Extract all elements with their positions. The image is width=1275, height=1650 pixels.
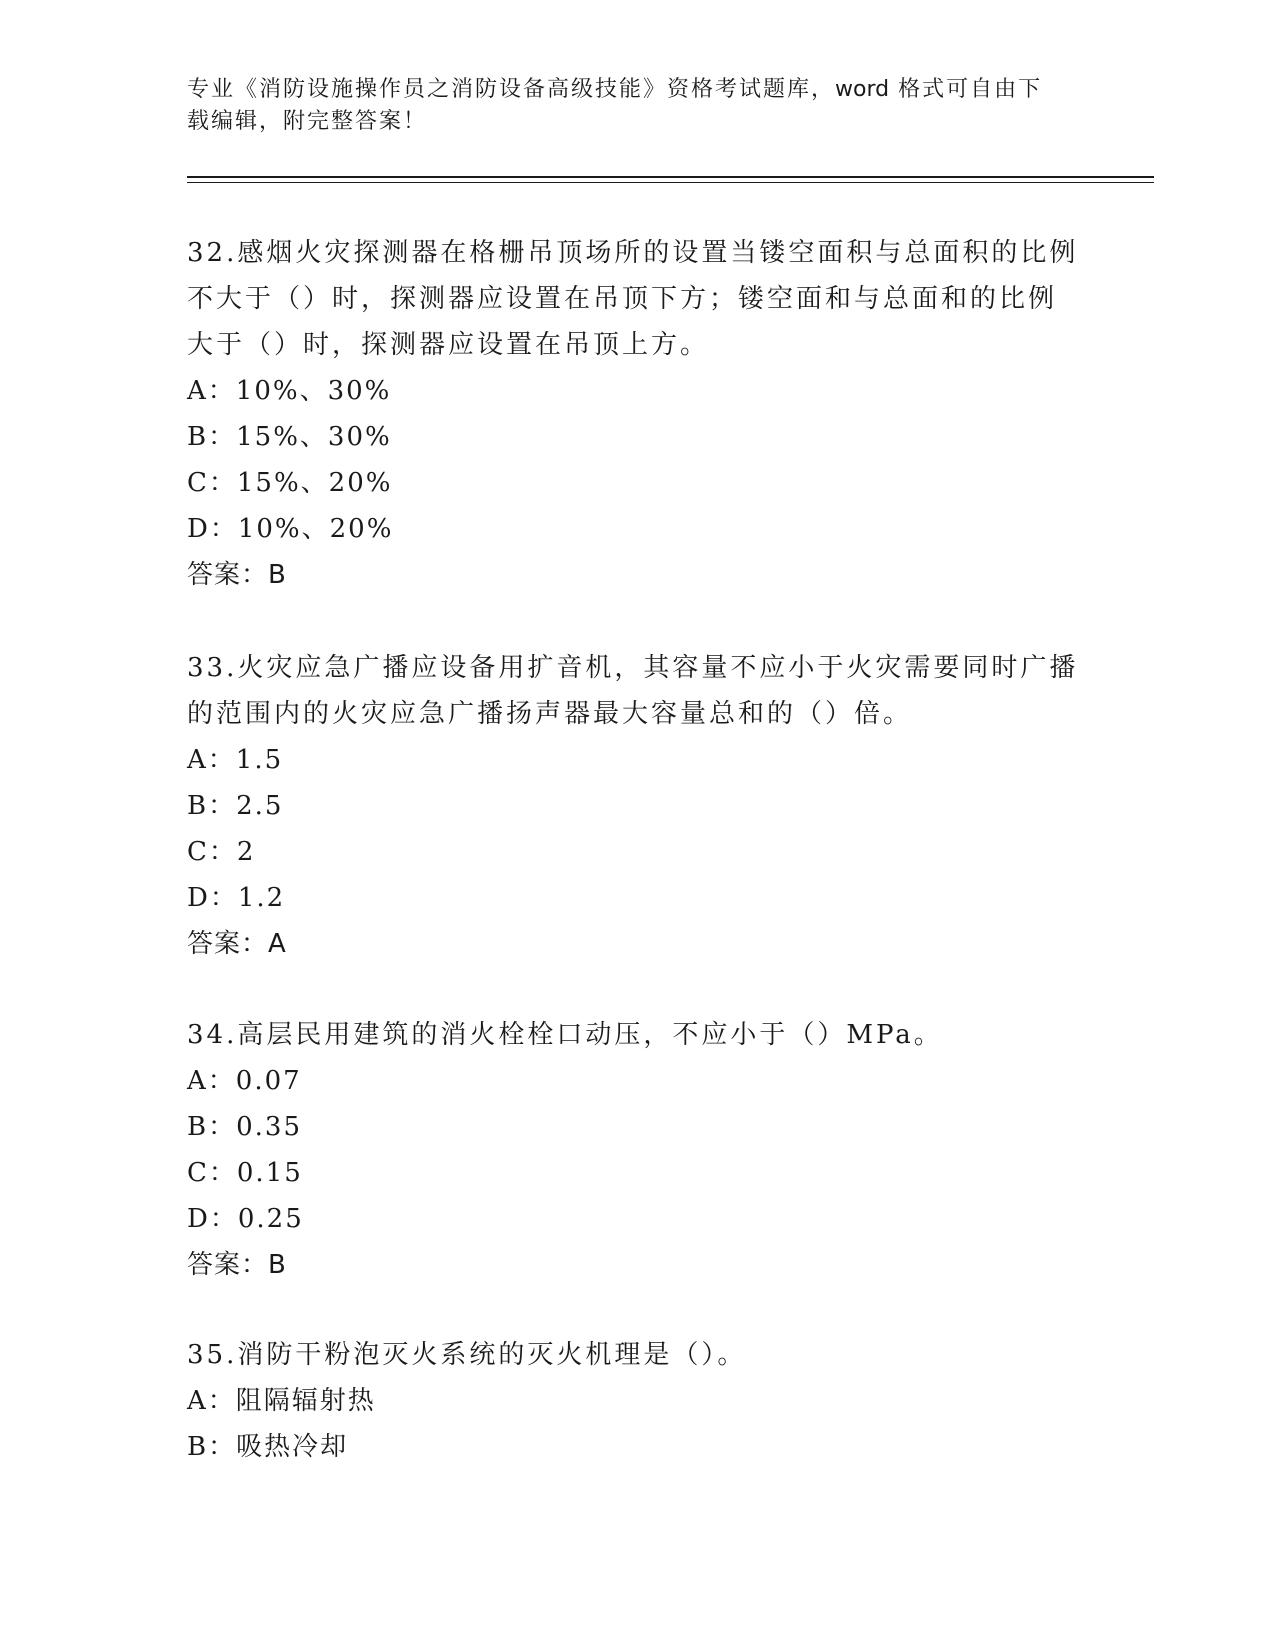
option-d: D：0.25 bbox=[187, 1204, 304, 1234]
header-word: word bbox=[835, 77, 890, 102]
option-c: C：2 bbox=[187, 837, 256, 867]
header-text-1a: 专业《消防设施操作员之消防设备高级技能》资格考试题库， bbox=[187, 77, 836, 102]
question-text-line: 35.消防干粉泡灭火系统的灭火机理是（）。 bbox=[187, 1340, 747, 1370]
option-a: A：0.07 bbox=[187, 1066, 302, 1096]
option-b: B：吸热冷却 bbox=[187, 1432, 349, 1462]
answer: 答案：B bbox=[187, 1250, 287, 1280]
option-c: C：0.15 bbox=[187, 1158, 303, 1188]
answer: 答案：B bbox=[187, 560, 287, 590]
option-a: A：1.5 bbox=[187, 745, 284, 775]
option-c: C：15%、20% bbox=[187, 468, 393, 498]
option-d: D：1.2 bbox=[187, 883, 286, 913]
header-text-1b: 格式可自由下 bbox=[889, 77, 1043, 102]
question-text-line: 32.感烟火灾探测器在格栅吊顶场所的设置当镂空面积与总面积的比例 bbox=[187, 238, 1079, 268]
document-header bbox=[187, 74, 1087, 138]
header-line-2: 载编辑，附完整答案！ bbox=[187, 109, 428, 134]
question-text-line: 不大于（）时，探测器应设置在吊顶下方；镂空面和与总面和的比例 bbox=[187, 284, 1058, 314]
question-text-line: 大于（）时，探测器应设置在吊顶上方。 bbox=[187, 330, 710, 360]
option-a: A：阻隔辐射热 bbox=[187, 1386, 376, 1416]
question-35 bbox=[187, 1332, 1087, 1470]
header-divider-thin bbox=[187, 182, 1154, 183]
answer: 答案：A bbox=[187, 929, 287, 959]
option-b: B：0.35 bbox=[187, 1112, 302, 1142]
option-b: B：15%、30% bbox=[187, 422, 392, 452]
option-b: B：2.5 bbox=[187, 791, 284, 821]
header-line-1 bbox=[187, 74, 1087, 106]
question-34 bbox=[187, 1012, 1087, 1288]
question-text-line: 33.火灾应急广播应设备用扩音机，其容量不应小于火灾需要同时广播 bbox=[187, 653, 1079, 683]
question-32 bbox=[187, 230, 1087, 598]
option-d: D：10%、20% bbox=[187, 514, 394, 544]
question-33 bbox=[187, 645, 1087, 967]
option-a: A：10%、30% bbox=[187, 376, 392, 406]
header-divider-thick bbox=[187, 176, 1154, 178]
question-text-line: 的范围内的火灾应急广播扬声器最大容量总和的（）倍。 bbox=[187, 699, 913, 729]
question-text-line: 34.高层民用建筑的消火栓栓口动压，不应小于（）MPa。 bbox=[187, 1020, 943, 1050]
